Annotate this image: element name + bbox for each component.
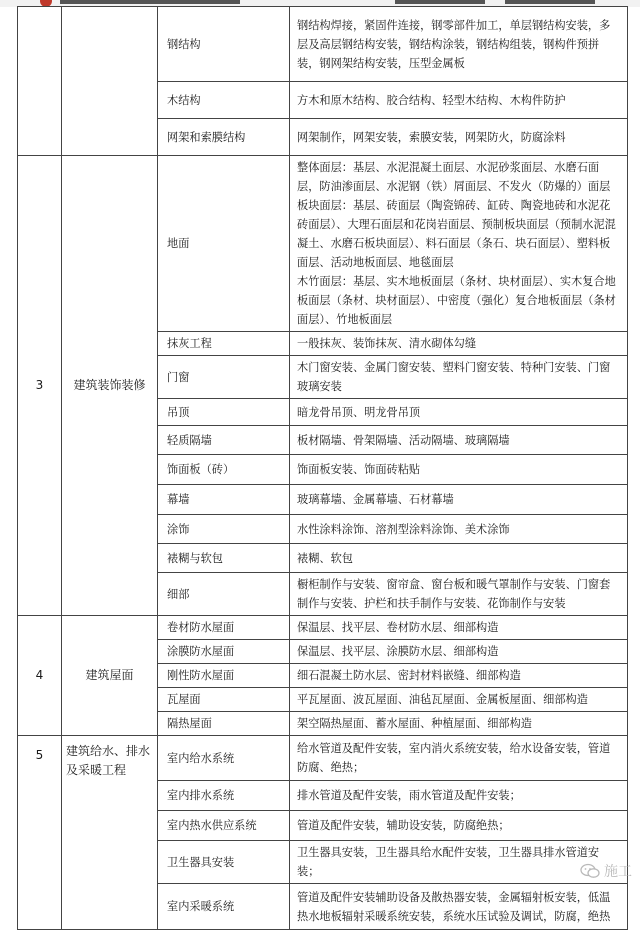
division-number-cell [18, 7, 62, 156]
floor-line: 板块面层：基层、砖面层（陶瓷锦砖、缸砖、陶瓷地砖和水泥花砖面层）、大理石面层和花岗岩面层、预制板块面层（预制水泥混凝土、水磨石板块面层）、料石面层（条石、块石面层）、塑料板面层、活动地板面层、地毯面层 [297, 199, 616, 269]
content-cell: 方木和原木结构、胶合结构、轻型木结构、木构件防护 [290, 82, 628, 119]
sub-division-cell: 室内给水系统 [158, 736, 290, 781]
wechat-icon [580, 863, 600, 879]
sub-division-cell: 涂膜防水屋面 [158, 640, 290, 664]
floor-line: 木竹面层：基层、实木地板面层（条材、块材面层）、实木复合地板面层（条材、块材面层）、中密度（强化）复合地板面层（条材面层）、竹地板面层 [297, 275, 616, 326]
sub-division-cell: 门窗 [158, 356, 290, 399]
header-fragment [60, 0, 240, 4]
content-cell: 网架制作，网架安装，索膜安装，网架防火，防腐涂料 [290, 119, 628, 156]
division-number: 3 [18, 156, 62, 616]
division-name: 建筑装饰装修 [62, 156, 158, 616]
header-fragment [505, 0, 595, 4]
header-fragment [395, 0, 485, 4]
content-cell: 饰面板安装、饰面砖粘贴 [290, 455, 628, 485]
sub-division-cell: 涂饰 [158, 515, 290, 544]
sub-division-cell: 室内排水系统 [158, 781, 290, 811]
sub-division-cell: 饰面板（砖） [158, 455, 290, 485]
content-cell: 平瓦屋面、波瓦屋面、油毡瓦屋面、金属板屋面、细部构造 [290, 688, 628, 712]
sub-division-cell: 室内采暖系统 [158, 884, 290, 930]
watermark [580, 861, 632, 881]
content-cell: 橱柜制作与安装、窗帘盒、窗台板和暖气罩制作与安装、门窗套制作与安装、护栏和扶手制作与安装、花饰制作与安装 [290, 573, 628, 616]
sub-division-cell: 卷材防水屋面 [158, 616, 290, 640]
sub-division-cell: 室内热水供应系统 [158, 811, 290, 841]
sub-division-cell: 网架和索膜结构 [158, 119, 290, 156]
watermark-text: 施工 [604, 864, 632, 880]
sub-division-cell: 地面 [158, 156, 290, 332]
content-cell: 管道及配件安装，辅助设安装，防腐绝热； [290, 811, 628, 841]
sub-division-cell: 轻质隔墙 [158, 426, 290, 455]
sub-division-cell: 隔热屋面 [158, 712, 290, 736]
sub-division-cell: 木结构 [158, 82, 290, 119]
floor-line: 整体面层：基层、水泥混凝土面层、水泥砂浆面层、水磨石面层，防油渗面层、水泥钢（铁）屑面层、不发火（防爆的）面层 [297, 161, 611, 193]
content-cell: 排水管道及配件安装，雨水管道及配件安装； [290, 781, 628, 811]
division-name-cell [62, 7, 158, 156]
content-cell: 钢结构焊接，紧固件连接，钢零部件加工，单层钢结构安装，多层及高层钢结构安装，钢结构涂装，钢结构组装，钢构件预拼装，钢网架结构安装，压型金属板 [290, 7, 628, 82]
division-name: 建筑给水、排水及采暖工程 [62, 736, 158, 930]
content-cell: 细石混凝土防水层、密封材料嵌缝、细部构造 [290, 664, 628, 688]
sub-division-cell: 吊顶 [158, 399, 290, 426]
content-cell: 裱糊、软包 [290, 544, 628, 573]
content-cell: 水性涂料涂饰、溶剂型涂料涂饰、美术涂饰 [290, 515, 628, 544]
content-cell: 一般抹灰、装饰抹灰、清水砌体勾缝 [290, 332, 628, 356]
sub-division-cell: 钢结构 [158, 7, 290, 82]
content-cell: 板材隔墙、骨架隔墙、活动隔墙、玻璃隔墙 [290, 426, 628, 455]
content-cell: 管道及配件安装辅助设备及散热器安装，金属辐射板安装，低温热水地板辐射采暖系统安装，系统水压试验及调试，防腐，绝热 [290, 884, 628, 930]
sub-division-cell: 卫生器具安装 [158, 841, 290, 884]
table-row [18, 616, 628, 640]
table-row [18, 736, 628, 781]
content-cell: 保温层、找平层、卷材防水层、细部构造 [290, 616, 628, 640]
sub-division-table [17, 6, 628, 930]
content-cell: 木门窗安装、金属门窗安装、塑料门窗安装、特种门安装、门窗玻璃安装 [290, 356, 628, 399]
table-row [18, 156, 628, 332]
sub-division-cell: 瓦屋面 [158, 688, 290, 712]
sub-division-cell: 幕墙 [158, 485, 290, 515]
sub-division-cell: 刚性防水屋面 [158, 664, 290, 688]
content-cell: 暗龙骨吊顶、明龙骨吊顶 [290, 399, 628, 426]
sub-division-cell: 裱糊与软包 [158, 544, 290, 573]
content-cell: 架空隔热屋面、蓄水屋面、种植屋面、细部构造 [290, 712, 628, 736]
content-cell: 给水管道及配件安装，室内消火系统安装，给水设备安装，管道防腐、绝热； [290, 736, 628, 781]
sub-division-cell: 抹灰工程 [158, 332, 290, 356]
division-name: 建筑屋面 [62, 616, 158, 736]
content-cell: 卫生器具安装，卫生器具给水配件安装，卫生器具排水管道安装； [290, 841, 628, 884]
content-cell [290, 156, 628, 332]
content-cell: 玻璃幕墙、金属幕墙、石材幕墙 [290, 485, 628, 515]
table-row [18, 7, 628, 82]
content-cell: 保温层、找平层、涂膜防水层、细部构造 [290, 640, 628, 664]
sub-division-cell: 细部 [158, 573, 290, 616]
division-number: 5 [18, 736, 62, 930]
division-number: 4 [18, 616, 62, 736]
